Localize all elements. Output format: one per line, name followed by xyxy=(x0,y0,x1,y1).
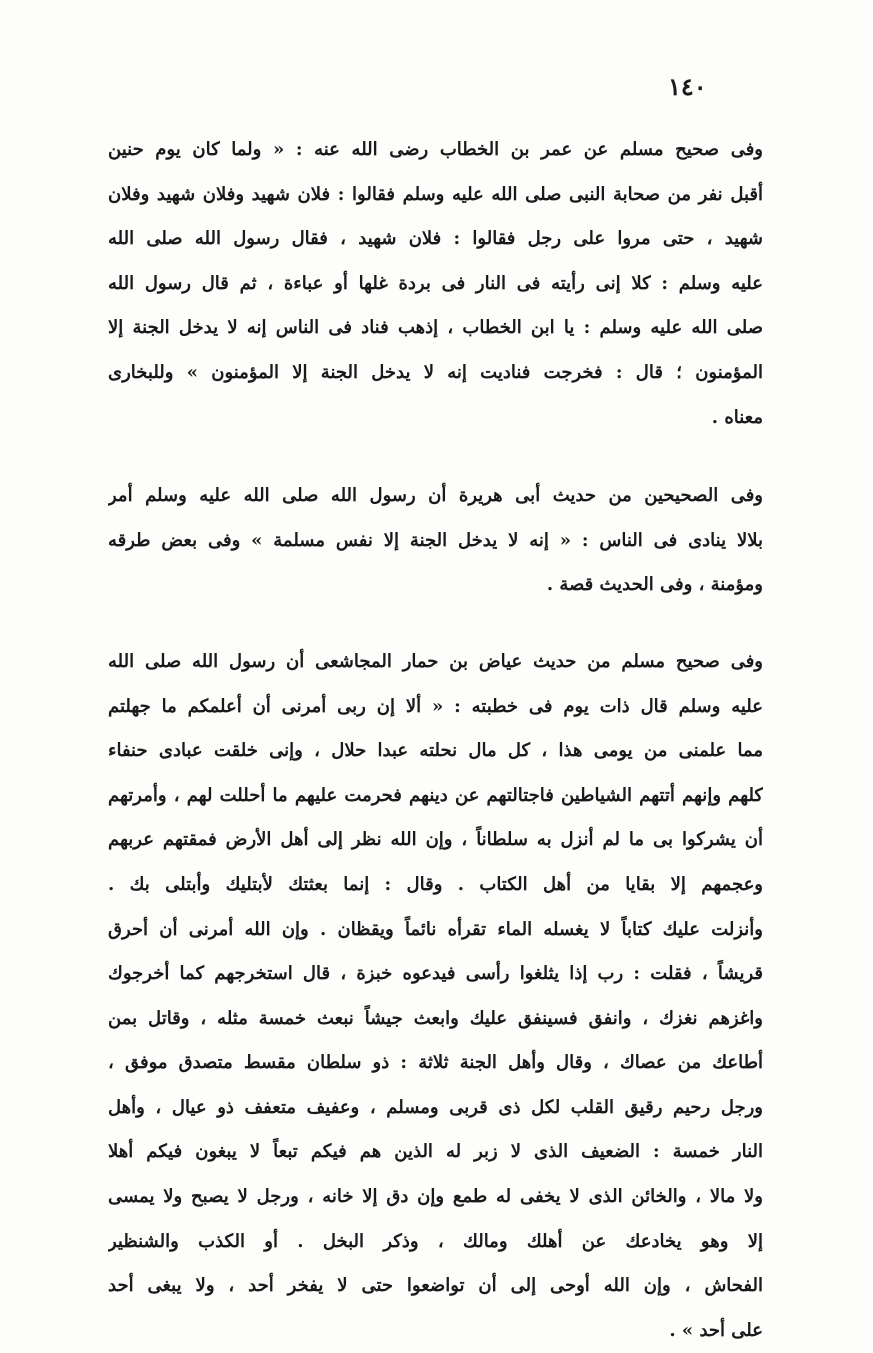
text-line: أطاعك من عصاك ، وقال وأهل الجنة ثلاثة : ذو سلطان مقسط متصدق موفق ، xyxy=(108,1052,763,1074)
text-line: ومؤمنة ، وفى الحديث قصة . xyxy=(546,574,763,596)
text-line: أن يشركوا بى ما لم أنزل به سلطاناً ، وإن الله نظر إلى أهل الأرض فمقتهم عربهم xyxy=(108,829,763,851)
text-line: واغزهم نغزك ، وانفق فسينفق عليك وابعث جيشاً نبعث خمسة مثله ، وقاتل بمن xyxy=(108,1007,763,1029)
text-line: صلى الله عليه وسلم : يا ابن الخطاب ، إذهب فناد فى الناس إنه لا يدخل الجنة إلا xyxy=(108,317,763,339)
text-line: الفحاش ، وإن الله أوحى إلى أن تواضعوا حتى لا يفخر أحد ، ولا يبغى أحد xyxy=(108,1275,763,1297)
text-line: معناه . xyxy=(711,406,763,428)
text-line: شهيد ، حتى مروا على رجل فقالوا : فلان شهيد ، فقال رسول الله صلى الله xyxy=(108,228,763,250)
paragraph-abu-hurayra-hadith xyxy=(108,474,763,608)
text-line: بلالا ينادى فى الناس : « إنه لا يدخل الجنة إلا نفس مسلمة » وفى بعض طرقه xyxy=(108,529,763,551)
page-number: ١٤٠ xyxy=(668,72,707,101)
text-line: ورجل رحيم رقيق القلب لكل ذى قربى ومسلم ، وعفيف متعفف ذو عيال ، وأهل xyxy=(108,1096,763,1118)
text-line: النار خمسة : الضعيف الذى لا زبر له الذين هم فيكم تبعاً لا يبغون فيكم أهلا xyxy=(108,1141,763,1163)
text-line: عليه وسلم : كلا إنى رأيته فى النار فى بردة غلها أو عباءة ، ثم قال رسول الله xyxy=(108,272,763,294)
text-line: وفى صحيح مسلم عن عمر بن الخطاب رضى الله عنه : « ولما كان يوم حنين xyxy=(108,139,763,160)
text-line: ولا مالا ، والخائن الذى لا يخفى له طمع وإن دق إلا خانه ، ورجل لا يصبح ولا يمسى xyxy=(108,1186,763,1208)
text-line: وعجمهم إلا بقايا من أهل الكتاب . وقال : إنما بعثتك لأبتليك وأبتلى بك . xyxy=(108,873,763,895)
paragraph-gap xyxy=(108,608,763,640)
text-line: وفى صحيح مسلم من حديث عياض بن حمار المجاشعى أن رسول الله صلى الله xyxy=(108,650,763,672)
text-line: المؤمنون ؛ قال : فخرجت فناديت إنه لا يدخل الجنة إلا المؤمنون » وللبخارى xyxy=(108,361,763,383)
paragraph-gap xyxy=(108,440,763,474)
paragraph-iyad-hadith xyxy=(108,640,763,1353)
text-line: على أحد » . xyxy=(669,1319,763,1341)
text-line: كلهم وإنهم أتتهم الشياطين فاجتالتهم عن دينهم فحرمت عليهم ما أحللت لهم ، وأمرتهم xyxy=(108,784,763,806)
text-line: أقبل نفر من صحابة النبى صلى الله عليه وسلم فقالوا : فلان شهيد وفلان شهيد وفلان xyxy=(108,183,763,205)
paragraph-hunayn-hadith xyxy=(108,128,763,440)
text-line: إلا وهو يخادعك عن أهلك ومالك ، وذكر البخل . أو الكذب والشنظير xyxy=(108,1230,763,1252)
text-line: قريشاً ، فقلت : رب إذا يثلغوا رأسى فيدعوه خبزة ، قال استخرجهم كما أخرجوك xyxy=(108,963,763,985)
text-line: وفى الصحيحين من حديث أبى هريرة أن رسول الله صلى الله عليه وسلم أمر xyxy=(108,485,763,507)
page-body xyxy=(108,128,763,1353)
text-line: مما علمنى من يومى هذا ، كل مال نحلته عبدا حلال ، وإنى خلقت عبادى حنفاء xyxy=(108,740,763,762)
text-line: عليه وسلم قال ذات يوم فى خطبته : « ألا إن ربى أمرنى أن أعلمكم ما جهلتم xyxy=(108,695,763,717)
text-line: وأنزلت عليك كتاباً لا يغسله الماء تقرأه نائماً ويقظان . وإن الله أمرنى أن أحرق xyxy=(108,918,763,940)
